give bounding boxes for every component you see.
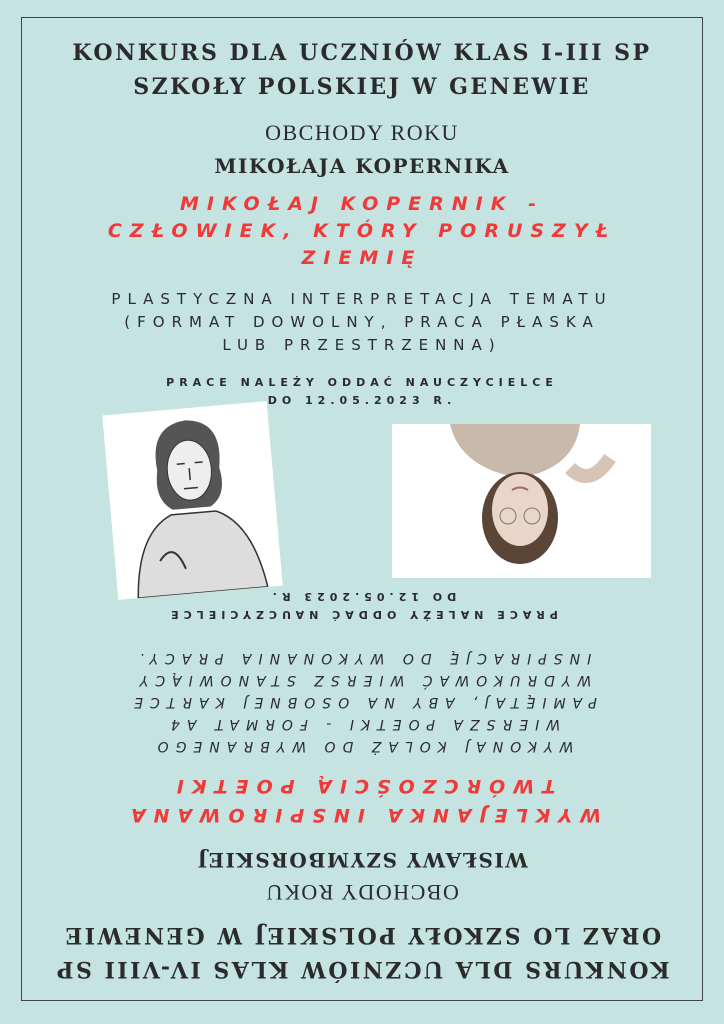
heading-line-1: KONKURS DLA UCZNIÓW KLAS IV-VIII SP [54,956,670,982]
theme-line-1: MIKOŁAJ KOPERNIK - [180,193,544,215]
task-line-3: LUB PRZESTRZENNA) [222,336,502,354]
task-line-5: INSPIRACJĘ DO WYKONANIA PRACY. [132,650,592,666]
deadline-line-1: PRACE NALEŻY ODDAĆ NAUCZYCIELCE [166,608,558,621]
theme-line-3: ZIEMIĘ [301,247,423,269]
deadline-line-2: DO 12.05.2023 R. [267,590,457,603]
task-line-2: WIERSZA POETKI - FORMAT A4 [163,716,561,732]
theme-line-1: WYKLEJANKA INSPIROWANA [122,804,602,826]
heading-line-2: ORAZ LO SZKOŁY POLSKIEJ W GENEWIE [62,922,662,948]
task-line-1: PLASTYCZNA INTERPRETACJA TEMATU [111,290,613,308]
occasion: OBCHODY ROKU [265,880,459,905]
deadline-line-2: DO 12.05.2023 R. [267,394,457,407]
theme-line-2: CZŁOWIEK, KTÓRY PORUSZYŁ [107,220,617,242]
heading-line-2: SZKOŁY POLSKIEJ W GENEWIE [133,74,591,100]
task-line-4: WYDRUKOWAĆ WIERSZ STANOWIĄCY [132,672,592,688]
deadline-line-1: PRACE NALEŻY ODDAĆ NAUCZYCIELCE [166,376,558,389]
task-line-2: (FORMAT DOWOLNY, PRACA PŁASKA [124,313,600,331]
task-line-1: WYKONAJ KOLAŻ DO WYBRANEGO [150,738,574,754]
task-line-3: PAMIĘTAJ, ABY NA OSOBNEJ KARTCE [127,694,597,710]
theme-line-2: TWÓRCZOŚCIĄ POETKI [168,775,556,797]
person-name: WISŁAWY SZYMBORSKIEJ [196,848,528,872]
heading-line-1: KONKURS DLA UCZNIÓW KLAS I-III SP [72,40,652,66]
occasion: OBCHODY ROKU [265,120,459,145]
person-name: MIKOŁAJA KOPERNIKA [214,154,510,178]
